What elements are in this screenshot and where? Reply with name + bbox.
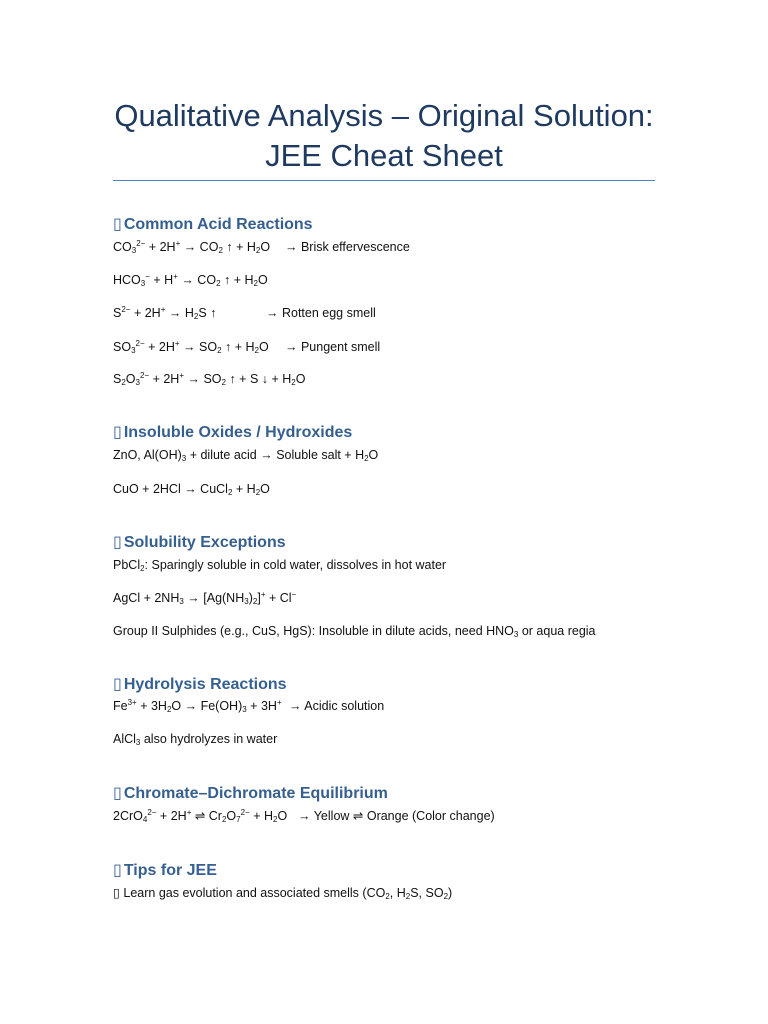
reaction-sulphite: $SO_3^{2-} + 2H^+ \to SO_2$ ↑ + $H_2O$ <box>113 339 269 355</box>
note-alcl3-hydrolysis: AlCl$_3$ also hydrolyzes in water <box>113 732 278 747</box>
reaction-chromate-equilibrium: 2CrO$_4^{2-}$ + 2H+ ⇌ $Cr_2O_7^{2-} + H_2O$ <box>113 808 288 824</box>
reaction-fe3-hydrolysis-note: → Acidic solution <box>289 699 385 713</box>
missing-glyph-icon: ▯ <box>113 676 122 693</box>
page-title-line-1: Qualitative Analysis – Original Solution: <box>114 98 654 133</box>
reaction-zno-aloh3: ZnO, $Al(OH)_3$ + dilute acid → Soluble salt + $H_2O$ <box>113 448 379 463</box>
reaction-thiosulphate: $S_2O_3^{2-} + 2H^+ \to SO_2$ ↑ + S ↓ + $H_2O$ <box>113 371 306 387</box>
missing-glyph-icon: ▯ <box>113 862 122 879</box>
note-pbcl2: PbCl$_2$: Sparingly soluble in cold water, dissolves in hot water <box>113 558 447 573</box>
reaction-fe3-hydrolysis: $Fe^{3+} + 3H_2O \to Fe(OH)_3 + 3H^+$ <box>113 698 282 714</box>
section-heading-acid-reactions: ▯ Common Acid Reactions <box>113 216 313 233</box>
missing-glyph-icon: ▯ <box>113 785 122 802</box>
page-title <box>100 96 668 176</box>
missing-glyph-icon: ▯ <box>113 424 122 441</box>
note-group-ii-sulphides: Group II Sulphides (e.g., CuS, HgS): Insoluble in dilute acids, need $HNO_3$ or aqua regia <box>113 624 596 639</box>
missing-glyph-icon: ▯ <box>113 534 122 551</box>
title-divider <box>113 180 655 181</box>
section-heading-insoluble-oxides: ▯ Insoluble Oxides / Hydroxides <box>113 424 353 441</box>
reaction-sulphide-note: → Rotten egg smell <box>266 306 376 320</box>
section-heading-chromate-dichromate: ▯ Chromate–Dichromate Equilibrium <box>113 785 388 802</box>
missing-glyph-icon: ▯ <box>113 216 122 233</box>
missing-glyph-icon: ▯ <box>113 886 120 900</box>
reaction-sulphite-note: → Pungent smell <box>285 340 381 354</box>
reaction-sulphide: $S^{2-} + 2H^+ \to H_2S$ ↑ <box>113 305 217 321</box>
reaction-agcl-nh3: AgCl + $2NH_3 \to [Ag(NH_3)_2]^+ + Cl^-$ <box>113 590 297 606</box>
reaction-cuo-hcl: CuO + 2HCl → CuCl$_2$ + $H_2O$ <box>113 482 270 497</box>
tip-gas-evolution: ▯ Learn gas evolution and associated smells ($CO_2$, $H_2S$, $SO_2$) <box>113 886 453 901</box>
section-heading-solubility-exceptions: ▯ Solubility Exceptions <box>113 534 286 551</box>
reaction-chromate-note: → Yellow ⇌ Orange (Color change) <box>298 809 495 823</box>
page-title-line-2: JEE Cheat Sheet <box>265 138 503 173</box>
section-heading-hydrolysis: ▯ Hydrolysis Reactions <box>113 676 287 693</box>
reaction-carbonate: $CO_3^{2-} + 2H^+ \to CO_2$ ↑ + $H_2O$ <box>113 239 271 255</box>
section-heading-tips: ▯ Tips for JEE <box>113 862 217 879</box>
reaction-carbonate-note: → Brisk effervescence <box>285 240 410 254</box>
reaction-bicarbonate: $HCO_3^- + H^+ \to CO_2$ ↑ + $H_2O$ <box>113 272 268 288</box>
